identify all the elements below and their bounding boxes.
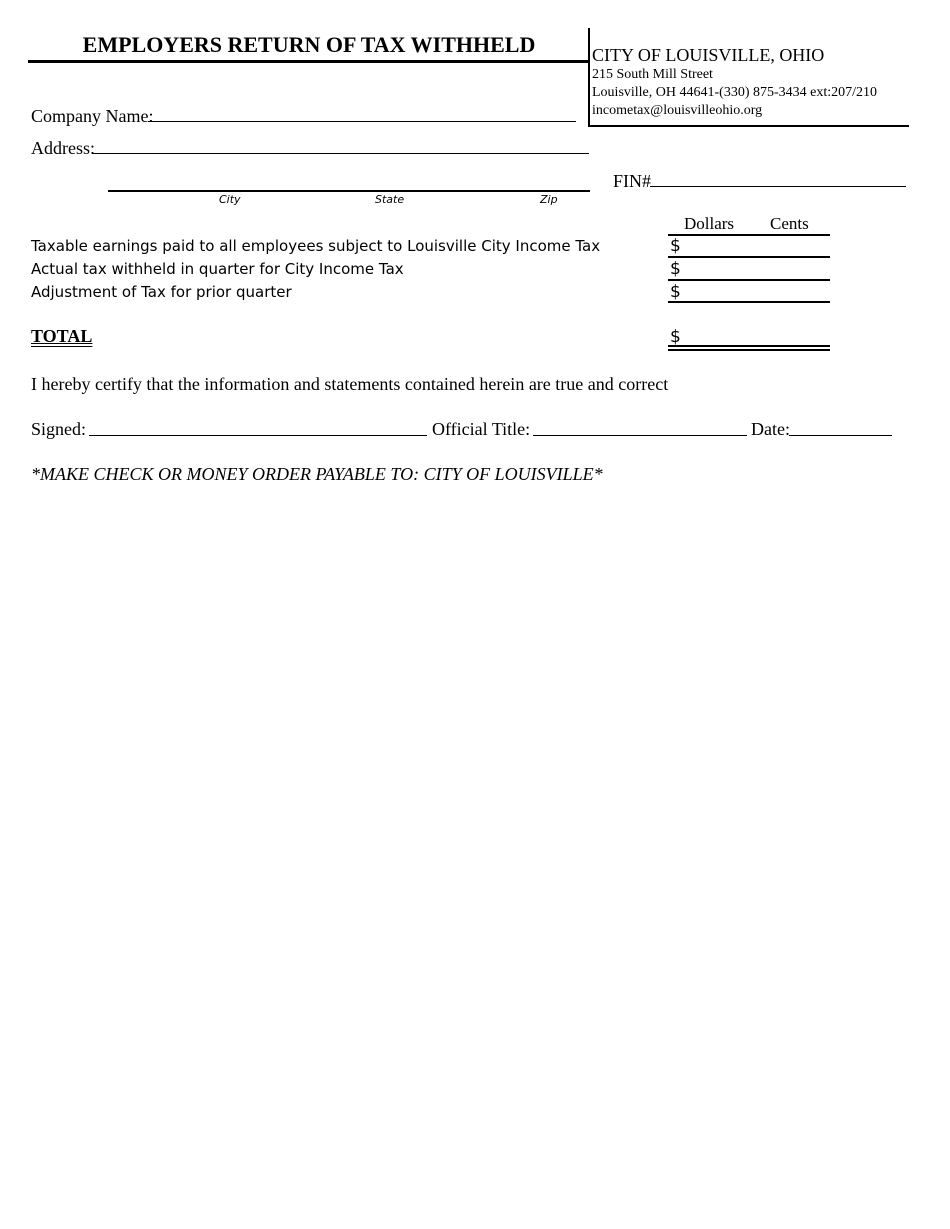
fin-field[interactable]	[650, 186, 906, 187]
address-block-left-border	[588, 28, 590, 127]
state-caption: State	[375, 193, 405, 206]
form-title: EMPLOYERS RETURN OF TAX WITHHELD	[82, 32, 536, 57]
address-block-bottom-border	[588, 125, 909, 127]
total-amount-field[interactable]	[668, 345, 830, 351]
header-underline	[668, 234, 830, 236]
prior-quarter-adjustment-label: Adjustment of Tax for prior quarter	[31, 283, 292, 301]
date-field[interactable]	[789, 435, 892, 436]
company-name-field[interactable]	[148, 121, 576, 122]
fin-label: FIN#	[613, 171, 652, 191]
signed-label: Signed:	[31, 419, 87, 439]
signature-field[interactable]	[89, 435, 427, 436]
tax-withheld-amount-field[interactable]	[668, 279, 830, 281]
city-email: incometax@louisvilleohio.org	[592, 103, 763, 118]
dollar-sign: $	[670, 236, 681, 256]
city-name: CITY OF LOUISVILLE, OHIO	[592, 45, 825, 65]
zip-caption: Zip	[540, 193, 558, 206]
taxable-earnings-label: Taxable earnings paid to all employees subject to Louisville City Income Tax	[31, 237, 601, 255]
title-underline	[28, 60, 589, 63]
cents-header: Cents	[770, 214, 809, 233]
official-title-label: Official Title:	[432, 419, 531, 439]
taxable-earnings-amount-field[interactable]	[668, 256, 830, 258]
prior-quarter-adjustment-amount-field[interactable]	[668, 301, 830, 303]
dollar-sign: $	[670, 282, 681, 302]
dollars-header: Dollars	[684, 214, 735, 233]
city-state-zip-field[interactable]	[108, 190, 590, 192]
address-label: Address:	[31, 138, 95, 158]
total-label: TOTAL	[31, 326, 93, 346]
certification-statement: I hereby certify that the information and statements contained herein are true and correct	[31, 374, 669, 394]
date-label: Date:	[751, 419, 790, 439]
dollar-sign: $	[670, 259, 681, 279]
address-field[interactable]	[92, 153, 589, 154]
city-phone: Louisville, OH 44641-(330) 875-3434 ext:207/210	[592, 85, 878, 100]
city-street: 215 South Mill Street	[592, 67, 713, 82]
payment-instruction: *MAKE CHECK OR MONEY ORDER PAYABLE TO: CITY OF LOUISVILLE*	[31, 464, 603, 484]
dollar-sign: $	[670, 327, 681, 347]
company-name-label: Company Name:	[31, 106, 154, 126]
official-title-field[interactable]	[533, 435, 747, 436]
city-caption: City	[219, 193, 241, 206]
tax-withheld-label: Actual tax withheld in quarter for City Income Tax	[31, 260, 404, 278]
